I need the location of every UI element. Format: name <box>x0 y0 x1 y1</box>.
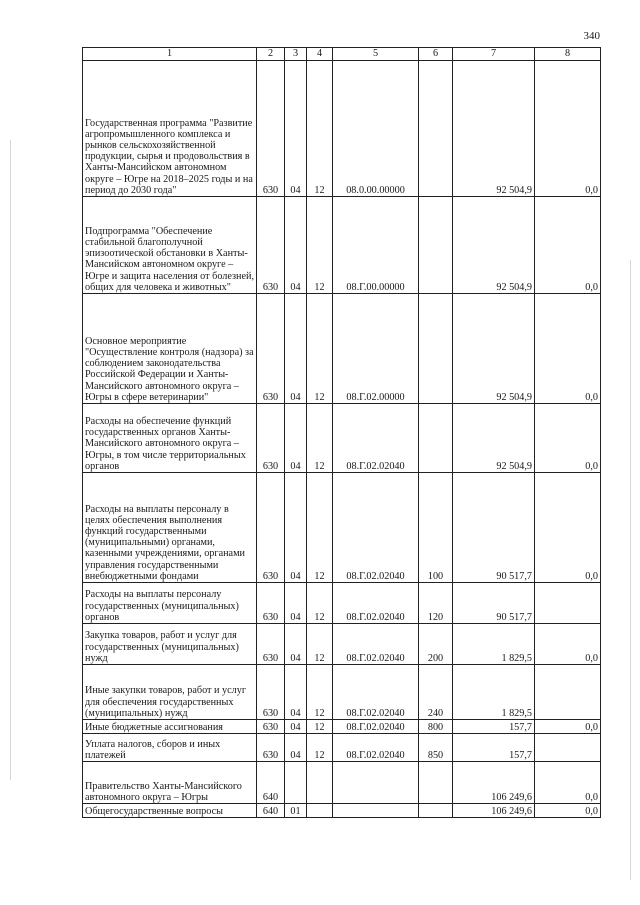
table-row <box>83 762 601 804</box>
row-name: Расходы на обеспечение функций государственных органов Ханты-Мансийского автономного округа – Югры, в том числе территориальных органов <box>83 404 257 473</box>
cell-amount-extra: 0,0 <box>535 762 601 804</box>
cell-admin: 630 <box>257 294 285 404</box>
cell-expense-type: 240 <box>419 665 453 720</box>
cell-amount: 1 829,5 <box>453 665 535 720</box>
table-row <box>83 404 601 473</box>
cell-target: 08.Г.02.02040 <box>333 734 419 762</box>
cell-admin: 630 <box>257 624 285 665</box>
cell-amount: 1 829,5 <box>453 624 535 665</box>
cell-subsection: 12 <box>307 720 333 734</box>
cell-section: 04 <box>285 734 307 762</box>
cell-section: 04 <box>285 720 307 734</box>
cell-amount: 106 249,6 <box>453 804 535 818</box>
cell-amount-extra: 0,0 <box>535 624 601 665</box>
cell-target: 08.Г.02.02040 <box>333 404 419 473</box>
cell-expense-type <box>419 61 453 197</box>
cell-admin: 630 <box>257 583 285 624</box>
header-cell: 7 <box>453 48 535 61</box>
row-name: Подпрограмма "Обеспечение стабильной благополучной эпизоотической обстановки в Ханты-Мансийском автономном округе – Югре и защита населения от болезней, общих для человека и животных" <box>83 197 257 294</box>
cell-target: 08.Г.02.00000 <box>333 294 419 404</box>
cell-amount-extra: 0,0 <box>535 720 601 734</box>
cell-expense-type <box>419 762 453 804</box>
cell-target: 08.Г.02.02040 <box>333 473 419 583</box>
cell-expense-type: 800 <box>419 720 453 734</box>
table-row <box>83 734 601 762</box>
cell-subsection <box>307 804 333 818</box>
row-name: Иные бюджетные ассигнования <box>83 720 257 734</box>
cell-amount: 90 517,7 <box>453 583 535 624</box>
table-row <box>83 720 601 734</box>
cell-admin: 640 <box>257 804 285 818</box>
row-name: Расходы на выплаты персоналу в целях обеспечения выполнения функций государственными (муниципальными) органами, казенными учреждениями, органами управления государственными внебюджетными фондами <box>83 473 257 583</box>
cell-amount: 106 249,6 <box>453 762 535 804</box>
cell-amount-extra <box>535 734 601 762</box>
cell-subsection: 12 <box>307 61 333 197</box>
header-cell: 6 <box>419 48 453 61</box>
header-cell: 1 <box>83 48 257 61</box>
row-name: Расходы на выплаты персоналу государственных (муниципальных) органов <box>83 583 257 624</box>
cell-section: 04 <box>285 294 307 404</box>
table-row <box>83 624 601 665</box>
cell-section <box>285 762 307 804</box>
row-name: Основное мероприятие "Осуществление контроля (надзора) за соблюдением законодательства Российской Федерации и Ханты-Мансийского автономного округа – Югры в сфере ветеринарии" <box>83 294 257 404</box>
table-row <box>83 583 601 624</box>
cell-amount: 157,7 <box>453 734 535 762</box>
header-cell: 3 <box>285 48 307 61</box>
cell-subsection: 12 <box>307 624 333 665</box>
cell-section: 04 <box>285 404 307 473</box>
row-name: Иные закупки товаров, работ и услуг для обеспечения государственных (муниципальных) нужд <box>83 665 257 720</box>
cell-target: 08.Г.02.02040 <box>333 665 419 720</box>
cell-expense-type <box>419 404 453 473</box>
table-row <box>83 473 601 583</box>
cell-admin: 630 <box>257 61 285 197</box>
cell-amount: 157,7 <box>453 720 535 734</box>
cell-section: 04 <box>285 583 307 624</box>
cell-section: 04 <box>285 197 307 294</box>
cell-amount-extra: 0,0 <box>535 473 601 583</box>
cell-admin: 630 <box>257 720 285 734</box>
header-cell: 4 <box>307 48 333 61</box>
cell-target: 08.Г.02.02040 <box>333 583 419 624</box>
cell-expense-type: 120 <box>419 583 453 624</box>
cell-subsection: 12 <box>307 197 333 294</box>
cell-subsection: 12 <box>307 404 333 473</box>
cell-amount-extra <box>535 665 601 720</box>
budget-table <box>82 47 601 818</box>
table-row <box>83 804 601 818</box>
cell-section: 04 <box>285 473 307 583</box>
cell-expense-type <box>419 294 453 404</box>
cell-subsection <box>307 762 333 804</box>
row-name: Правительство Ханты-Мансийского автономного округа – Югры <box>83 762 257 804</box>
cell-target: 08.0.00.00000 <box>333 61 419 197</box>
page-number: 340 <box>583 30 600 42</box>
cell-expense-type <box>419 197 453 294</box>
cell-amount-extra <box>535 583 601 624</box>
cell-amount: 92 504,9 <box>453 61 535 197</box>
cell-subsection: 12 <box>307 473 333 583</box>
cell-target: 08.Г.02.02040 <box>333 624 419 665</box>
cell-section: 04 <box>285 61 307 197</box>
cell-amount-extra: 0,0 <box>535 404 601 473</box>
cell-admin: 630 <box>257 404 285 473</box>
cell-section: 04 <box>285 624 307 665</box>
row-name: Уплата налогов, сборов и иных платежей <box>83 734 257 762</box>
cell-amount: 90 517,7 <box>453 473 535 583</box>
cell-amount: 92 504,9 <box>453 197 535 294</box>
cell-subsection: 12 <box>307 734 333 762</box>
cell-target: 08.Г.02.02040 <box>333 720 419 734</box>
cell-subsection: 12 <box>307 665 333 720</box>
cell-expense-type: 850 <box>419 734 453 762</box>
cell-subsection: 12 <box>307 583 333 624</box>
row-name: Закупка товаров, работ и услуг для государственных (муниципальных) нужд <box>83 624 257 665</box>
cell-admin: 630 <box>257 473 285 583</box>
cell-section: 04 <box>285 665 307 720</box>
cell-amount: 92 504,9 <box>453 404 535 473</box>
cell-admin: 630 <box>257 734 285 762</box>
cell-amount-extra: 0,0 <box>535 294 601 404</box>
cell-admin: 630 <box>257 197 285 294</box>
cell-amount: 92 504,9 <box>453 294 535 404</box>
table-row <box>83 294 601 404</box>
cell-amount-extra: 0,0 <box>535 61 601 197</box>
cell-expense-type: 200 <box>419 624 453 665</box>
cell-section: 01 <box>285 804 307 818</box>
cell-target: 08.Г.00.00000 <box>333 197 419 294</box>
header-cell: 5 <box>333 48 419 61</box>
cell-target <box>333 804 419 818</box>
cell-target <box>333 762 419 804</box>
row-name: Общегосударственные вопросы <box>83 804 257 818</box>
cell-expense-type <box>419 804 453 818</box>
table-header-row <box>83 48 601 61</box>
table-row <box>83 197 601 294</box>
cell-subsection: 12 <box>307 294 333 404</box>
cell-admin: 630 <box>257 665 285 720</box>
header-cell: 8 <box>535 48 601 61</box>
row-name: Государственная программа "Развитие агропромышленного комплекса и рынков сельскохозяйственной продукции, сырья и продовольствия в Ханты-Мансийском автономном округе – Югре на 2018–2025 годы и на период до 2030 года" <box>83 61 257 197</box>
cell-amount-extra: 0,0 <box>535 197 601 294</box>
cell-admin: 640 <box>257 762 285 804</box>
scan-edge-left <box>10 140 11 780</box>
header-cell: 2 <box>257 48 285 61</box>
cell-expense-type: 100 <box>419 473 453 583</box>
table-row <box>83 665 601 720</box>
table-row <box>83 61 601 197</box>
scan-edge-right <box>630 260 631 880</box>
cell-amount-extra: 0,0 <box>535 804 601 818</box>
